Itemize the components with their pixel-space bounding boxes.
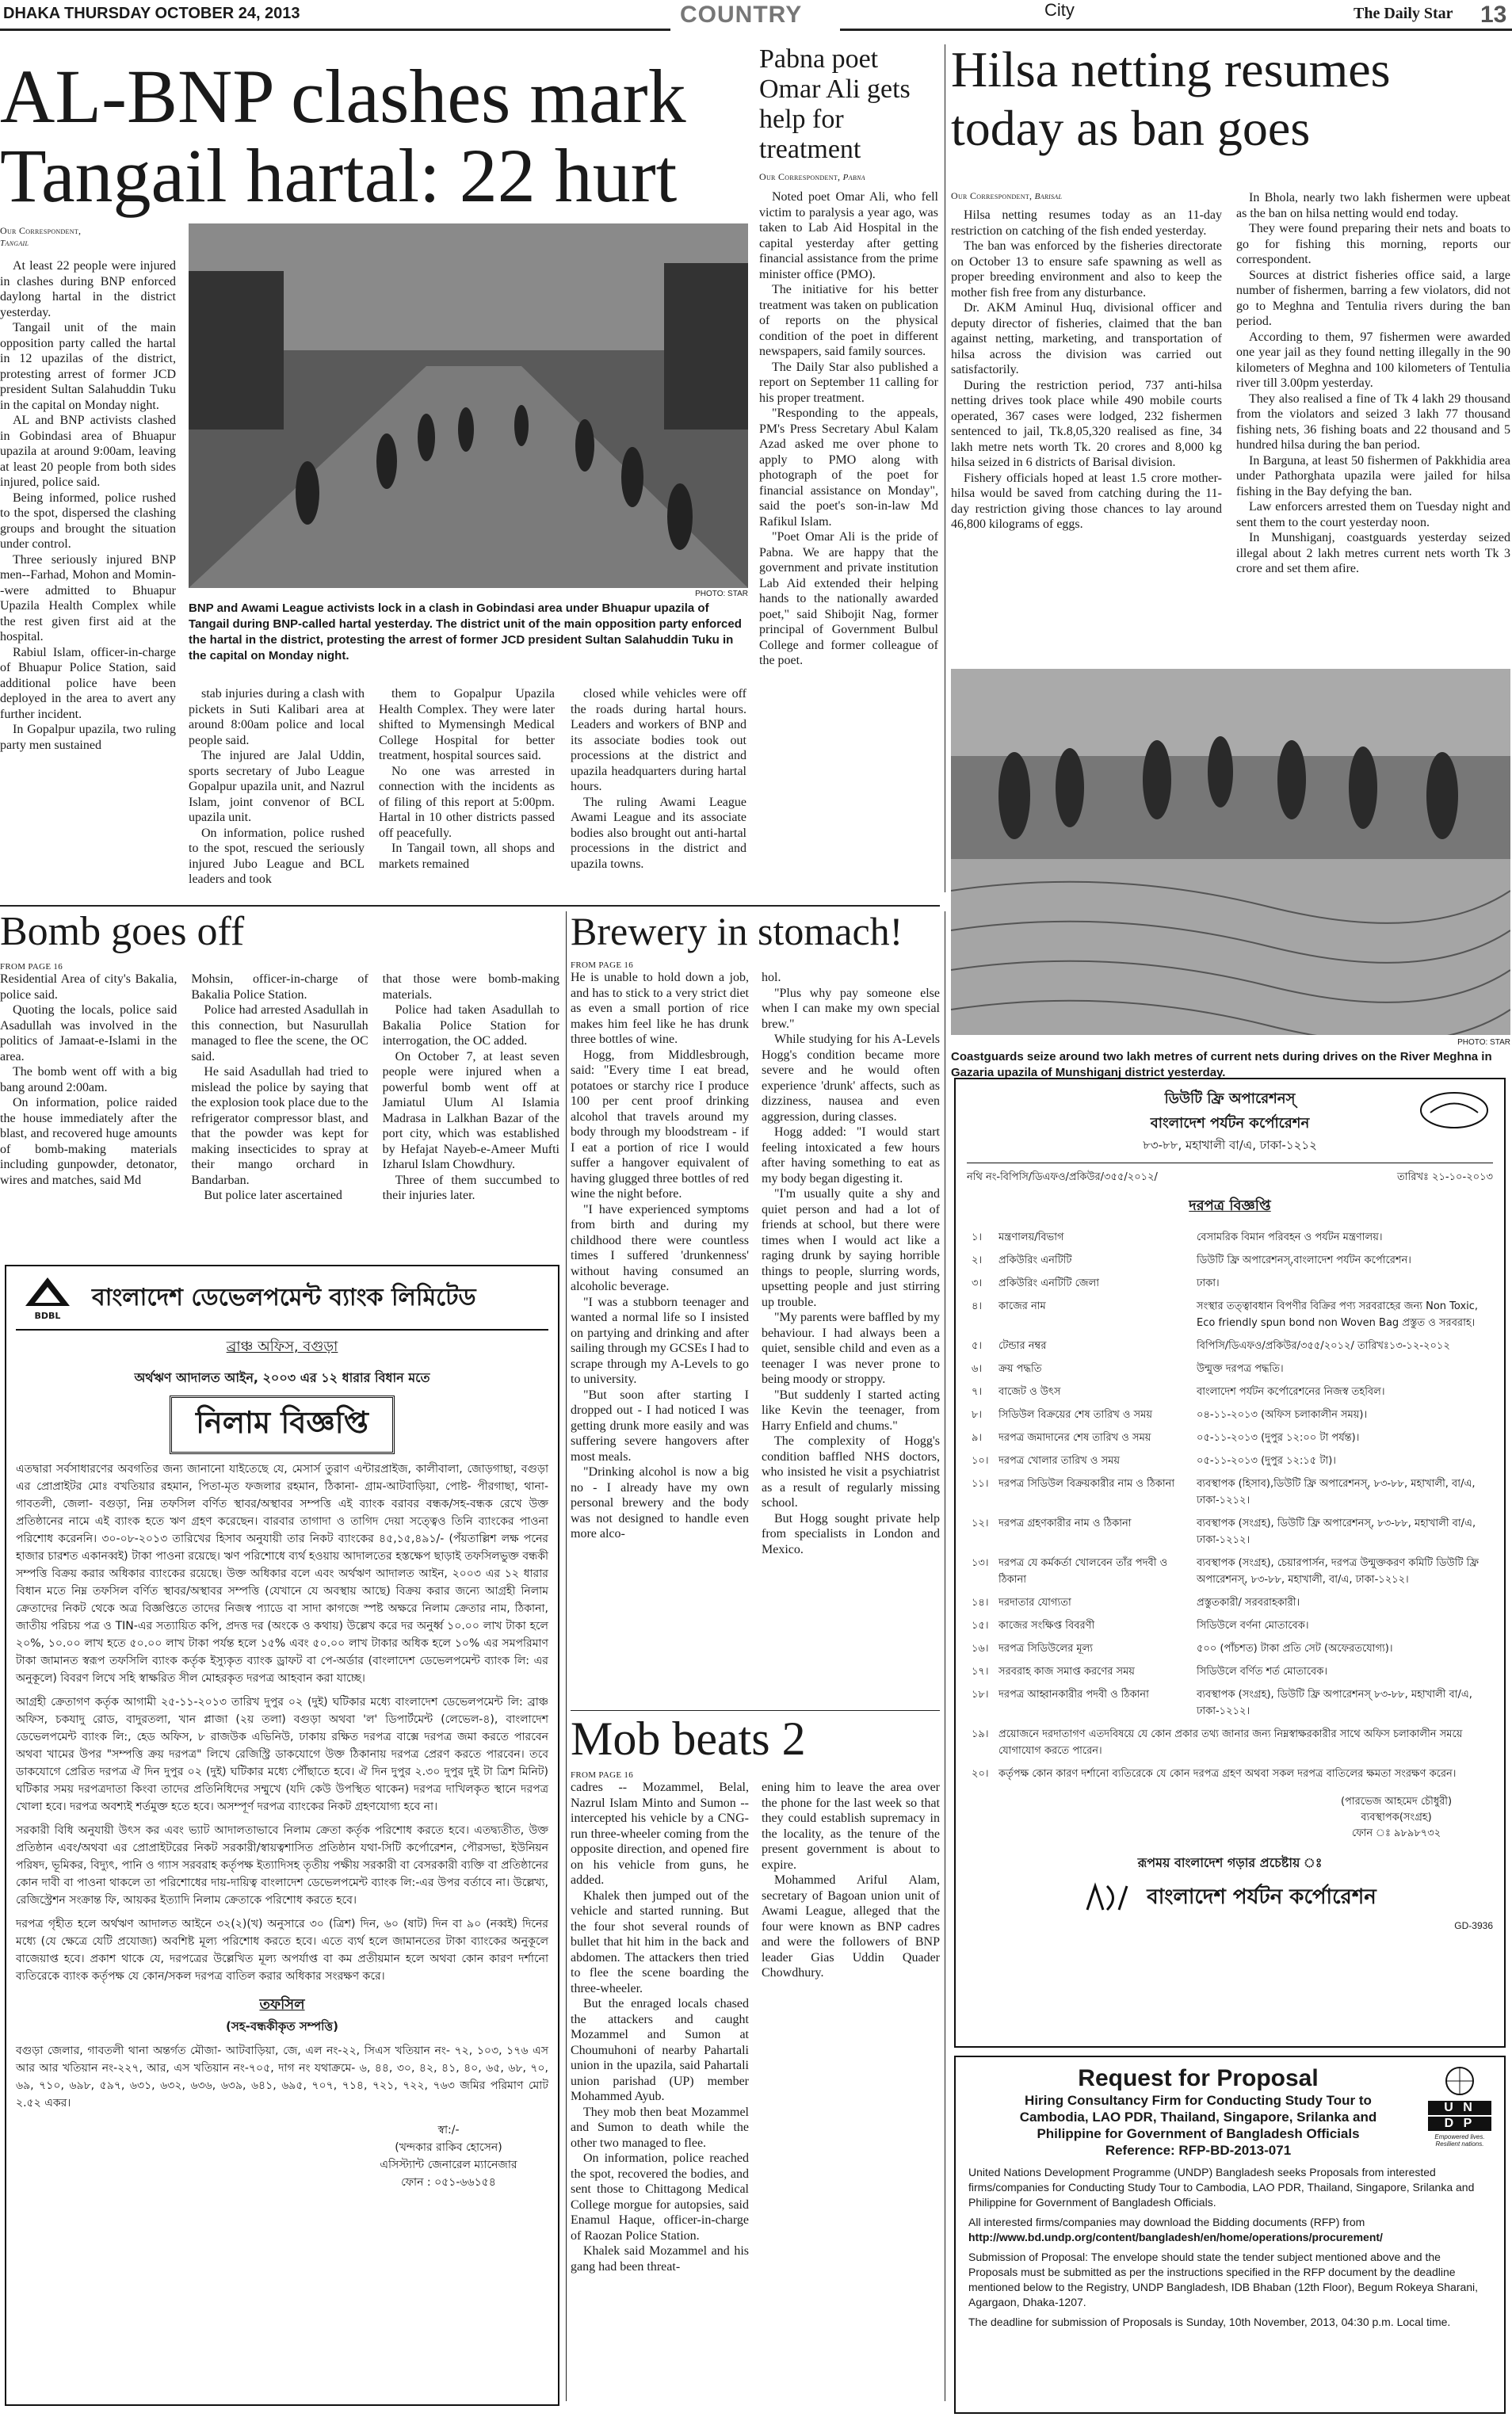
undp-logo-bottom: D P [1428,2117,1491,2131]
article-body [759,189,938,903]
row-number: ১০। [972,1455,989,1467]
para: Police had arrested Asadullah in this connection, but Nasurullah managed to flee the scene, the OC said. [191,1003,368,1063]
para: আগ্রহী ক্রেতাগণ কর্তৃক আগামী ২৫-১১-২০১৩ তারিখ দুপুর ০২ (দুই) ঘটিকার মধ্যে বাংলাদেশ ডেভেলপমেন্ট লি: ব্রাঞ্চ অফিস, চকযাদু রোড, বাদুরতলা, খান প্লাজা (২য় তলা) বগুড়া অথবা 'ল' ডিপার্টমেন্ট (লেভেল-৪), বাংলাদেশ ডেভেলপমেন্ট ব্যাংক লি:, হেড অফিস, ৮ রাজউক এভিনিউ, ঢাকায় রক্ষিত দরপত্র বাক্সে দরপত্র জমা করতে পারবেন অথবা খামের উপর "সম্পত্তি ক্রয় দরপত্র" লিখে রেজিস্ট্রি ডাকযোগে উক্ত ঠিকানায় দরপত্র প্রেরণ করতে পারবেন। তবে ডাকযোগে প্রেরিত দরপত্র ঐ দিন দুপুর ০২ (দুই) ঘটিকার মধ্যে পৌঁছাতে হবে। ঐ দিন দুপুর ২.৩০ দুপুর দুই টা ত্রিশ মিনিট) ঘটিকার সময় দরপত্রদাতা কিংবা তাদের প্রতিনিধিদের সম্মুখে (যদি কেউ উপস্থিত থাকেন) দরপত্র দাখিলকৃত স্থানে দরপত্র খোলা হবে। দরপত্র অবশ্যই শর্তমুক্ত হতে হবে। অসম্পূর্ণ দরপত্র ব্যাংকের নিকট গ্রহণযোগ্য হবে না। [16,1696,548,1813]
masthead-page-number: 13 [1480,2,1507,28]
bpc-line2: বাংলাদেশ পর্যটন কর্পোরেশন [1150,1115,1310,1132]
row-number: ১৭। [972,1666,989,1678]
from-page: FROM PAGE 16 [0,962,63,972]
para: AL and BNP activists clashed in Gobindasi area of Bhuapur upazila at around 9:00am, leaving at least 20 people from both sides injured, police said. [0,414,176,489]
row-value: ঢাকা। [1197,1277,1220,1289]
para: Noted poet Omar Ali, who fell victim to paralysis a year ago, was taken to Lab Aid Hospital in the capital yesterday after getting financial assistance from the prime minister office (PMO). [759,190,938,281]
rfp-title: Request for Proposal [1078,2065,1319,2091]
row-value: ডিউটি ফ্রি অপারেশনস্,বাংলাদেশ পর্যটন কর্পোরেশন। [1197,1254,1411,1266]
row-label: দরপত্র আহ্বানকারীর পদবী ও ঠিকানা [998,1689,1149,1701]
row-number: ৭। [972,1386,983,1398]
row-number: ৮। [972,1409,983,1421]
para: Khalek then jumped out of the vehicle and started running. But the four shot several rounds of bullet that hit him in the back and abdomen. The attackers then tried to flee the scene boarding the three-wheeler. [571,1888,749,1995]
undp-logo-top: U N [1428,2101,1491,2115]
row-number: ১৪। [972,1597,989,1609]
para: "My parents were baffled by my behaviour. I had always been a quiet, sensible child and even as a teenager I was never prone to being moody or stroppy. [762,1311,940,1386]
row-label: সিডিউল বিক্রয়ের শেষ তারিখ ও সময় [998,1409,1153,1421]
row-value: ব্যবস্থাপক (সংগ্রহ), ডিউটি ফ্রি অপারেশনস্ ৮৩-৮৮, মহাখালী বা/এ, ঢাকা-১২১২। [1197,1689,1472,1717]
para: Sources at district fisheries office said, a large number of fishermen, barring a few violators, did not go to Meghna and Tentulia rivers during the ban period. [1236,268,1510,328]
tender-row [967,1227,1493,1250]
photo-caption: Coastguards seize around two lakh metres of current nets during drives on the River Meghna in Gazaria upazila of Munshiganj district yesterday. [951,1050,1492,1079]
tender-row [967,1404,1493,1427]
columns [571,970,940,1691]
para: On October 7, at least seven people were injured when a powerful bomb went off at Jamiatul Ulum Al Islamia Madrasa in Lalkhan Bazar of the port city, which was established by Hefajat Nayeb-e-Ameer Mufti Izharul Islam Chowdhury. [382,1049,559,1171]
masthead-rule-right [840,29,1512,31]
para: They mob then beat Mozammel and Sumon to death while the other two managed to flee. [571,2105,749,2150]
row-number: ৫। [972,1340,983,1352]
para: Khalek said Mozammel and his gang had been threat- [571,2244,749,2274]
row-label: কাজের সংক্ষিপ্ত বিবরণী [998,1620,1095,1632]
tender-row [967,1427,1493,1450]
para: cadres -- Mozammel, Belal, Nazrul Islam Minto and Sumon -- intercepted his vehicle by a CNG-run three-wheeler coming from the opposite direction, and opened fire on his vehicle from guns, he added. [571,1781,749,1887]
article-brewery [571,911,940,1704]
article-col2 [1236,190,1510,666]
para: In Bhola, nearly two lakh fishermen were upbeat as the ban on hilsa netting would end today. [1236,191,1510,220]
photo-nets [951,669,1510,1035]
row-label: কর্তৃপক্ষ কোন কারণ দর্শানো ব্যতিরেকে যে কোন দরপত্র গ্রহণ অথবা সকল দরপত্র বাতিলের ক্ষমতা সংরক্ষণ করেন। [998,1768,1457,1780]
para: "Responding to the appeals, PM's Press Secretary Abul Kalam Azad asked me over phone to apply to PMO along with photograph of the poet for financial assistance on Monday", said the poet's son-in-law Md Rafikul Islam. [759,407,938,529]
article-pabna [759,44,938,900]
masthead-dateline: DHAKA THURSDAY OCTOBER 24, 2013 [3,5,300,22]
headline: Brewery in stomach! [571,909,903,953]
para: Three seriously injured BNP men--Farhad, Mohon and Momin--were admitted to Bhuapur Upazila Health Complex while the rest given first aid at the hospital. [0,552,176,643]
tender-row [967,1273,1493,1296]
tender-row [967,1638,1493,1661]
row-number: ৪। [972,1300,983,1312]
para: But the enraged locals chased the attackers and caught Mozammel and Sumon at Choumuhoni of nearby Pahartali union in the upazila, said Pahartali union parishad (UP) member Mohammed Ayub. [571,1997,749,2103]
row-label: দরপত্র গ্রহণকারীর নাম ও ঠিকানা [998,1518,1132,1529]
row-label: দরপত্র সিডিউল বিক্রয়কারীর নাম ও ঠিকানা [998,1478,1175,1490]
row-number: ১১। [972,1478,989,1490]
masthead-section: COUNTRY [680,2,803,28]
col2 [762,1780,940,2414]
row-label: প্রয়োজনে দরদাতাগণ এতদবিষয়ে যে কোন প্রকার তথ্য জানার জন্য নিম্নস্বাক্ষরকারীর সাথে অফিস চলাকালীন সময়ে যোগাযোগ করতে পারেন। [998,1728,1463,1757]
row-number: ১৯। [972,1728,989,1740]
article-hilsa [951,35,1512,1079]
rfp-sub: Hiring Consultancy Firm for Conducting Study Tour to [1025,2093,1372,2108]
bpc-line3: ৮৩-৮৮, মহাখালী বা/এ, ঢাকা-১২১২ [1143,1138,1317,1152]
bdbl-logo-text: BDBL [34,1311,61,1321]
para: "But soon after starting I dropped out - I had noticed I was getting drunk more easily and was suffering severe hangovers after most meals. [571,1388,749,1464]
para: Being informed, police rushed to the spot, dispersed the clashing groups and brought the situation under control. [0,491,176,551]
row-value: সিডিউলে বর্ণিত শর্ত মোতাবেক। [1197,1666,1328,1678]
para: দরপত্র গৃহীত হলে অর্থঋণ আদালত আইনে ৩২(২)(খ) অনুসারে ৩০ (ত্রিশ) দিন, ৬০ (ষাট) দিন বা ৯০ (নব্বই) দিনের মধ্যে (যে ক্ষেত্রে যেটি প্রযোজ্য) অবশিষ্ট মূল্য পরিশোধ করতে হবে। এতে ব্যর্থ হলে জামানতের টাকা ব্যাংকের অনুকূলে বাজেয়াপ্ত হবে। প্রকাশ থাকে যে, দরপত্রের উল্লেখিত মূল্য অপর্যাপ্ত বা কম প্রতীয়মান হলে অথবা কোন কারণ দর্শানো ব্যতিরেকে ব্যাংক কর্তৃপক্ষ যে কোন/সকল দরপত্র বাতিল করার অধিকার সংরক্ষণ করে। [16,1918,548,1983]
para: On information, police reached the spot, recovered the bodies, and sent those to Chittagong Medical College morgue for autopsies, said Enamul Haque, officer-in-charge of Raozan Police Station. [571,2152,749,2243]
para: He is unable to hold down a job, and has to stick to a very strict diet as even a small portion of rice makes him feel like he has drunk three bottles of wine. [571,971,749,1046]
para: hol. [762,971,781,984]
headline: Mob beats 2 [571,1713,806,1765]
para: Mohammed Ariful Alam, secretary of Bagoan union unit of Awami League, alleged that the four were known as BNP cadres and were the followers of BNP leader Gias Uddin Quader Chowdhury. [762,1873,940,1980]
col2 [762,970,940,1691]
byline-place: Tangail [0,239,29,248]
para: Police had taken Asadullah to Bakalia Police Station for interrogation, the OC added. [382,1003,559,1048]
col1 [0,972,177,1273]
row-number: ১৩। [972,1557,989,1569]
ad-bpc-tender [954,1078,1506,2048]
branch: ব্রাঞ্চ অফিস, বগুড়া [226,1338,338,1355]
schedule-sub: (সহ-বন্ধকীকৃত সম্পত্তি) [225,2019,339,2033]
article-col2 [189,686,365,924]
para: Rabiul Islam, officer-in-charge of Bhuapur Police Station, said additional police have been deployed in the area to avert any further incident. [0,645,176,721]
from-page: FROM PAGE 16 [571,960,633,970]
sig: ফোন : ০৫১-৬৬১৫৪ [401,2176,496,2189]
article-bomb [0,911,559,1260]
ad-undp-rfp [954,2056,1506,2414]
col1 [571,970,749,1691]
row-label: সরবরাহ কাজ সমাপ্ত করণের সময় [998,1666,1135,1678]
para: The injured are Jalal Uddin, sports secretary of Jubo League Gopalpur upazila unit, and Nazrul Islam, joint convenor of BCL upazila unit. [189,749,365,824]
article-col1 [0,258,176,940]
section-rule [0,905,940,907]
row-number: ১২। [972,1518,989,1529]
tender-row [967,1381,1493,1404]
para: Tangail unit of the main opposition party called the hartal in 12 upazilas of the district, protesting arrest of former JCD president Sultan Salahuddin Tuku in the capital on Monday night. [0,321,176,412]
section-rule [571,1710,940,1711]
signature-block [349,2121,548,2191]
byline [951,190,1062,202]
columns [0,972,559,1273]
ref-date: তারিখঃ ২১-১০-২০১৩ [1397,1171,1493,1183]
rfp-sub: Cambodia, LAO PDR, Thailand, Singapore, Srilanka and [1019,2110,1377,2125]
schedule-title: তফসিল [259,1996,305,2013]
para: The complexity of Hogg's condition baffled NHS doctors, who insisted he visit a psychiatrist as a result of regularly missing school. [762,1434,940,1510]
undp-logo [1428,2065,1491,2159]
para: closed while vehicles were off the roads during hartal hours. Leaders and workers of BNP and its associate bodies took out processions at the district and upazila headquarters during hartal hours. [571,687,746,793]
tender-row [967,1763,1493,1786]
article-col4 [571,686,746,924]
para: The ban was enforced by the fisheries directorate on October 13 to ensure safe spawning as well as proper breeding environment and also to keep the mother fish free from any disturbance. [951,239,1222,300]
act: অর্থঋণ আদালত আইন, ২০০৩ এর ১২ ধারার বিধান মতে [134,1370,430,1385]
row-value: ০৫-১১-২০১৩ (দুপুর ১২:০০ টা পর্যন্ত)। [1197,1432,1360,1444]
para: সরকারী বিধি অনুযায়ী উৎস কর এবং ভ্যাট আদালতাভাবে নিলাম ক্রেতা কর্তৃক পরিশোধ করতে হবে। এতদ্ব্যতীত, উক্ত প্রতিষ্ঠান এবং/অথবা এর প্রোপ্রাইটরের নিকট সরকারী/স্বায়ত্বশাসিত প্রতিষ্ঠান যথা-সিটি কর্পোরেশন, পৌরসভা, ইউনিয়ন পরিষদ, ভূমিকর, বিদ্যুৎ, পানি ও গ্যাস সরবরাহ কর্তৃপক্ষ ইত্যাদিসহ তৃতীয় পক্ষীয় সরকারী বা বেসরকারী ব্যক্তি বা প্রতিষ্ঠানের কোন দাবী বা পাওনা থাকলে তা পরিশোধের দায়-দায়িত্ব বাংলাদেশ ডেভেলপমেন্ট ব্যাংক লি:-এর উপর বর্তাবে না। উল্লেখ্য, রেজিস্ট্রেশন সংক্রান্ত ফি, আয়কর ইত্যাদি নিলাম ক্রেতাকে পরিশোধ করতে হবে। [16,1824,548,1907]
row-number: ১৮। [972,1689,989,1701]
byline-text: Our Correspondent, [0,225,82,236]
row-value: বাংলাদেশ পর্যটন কর্পোরেশনের নিজস্ব তহবিল। [1197,1386,1385,1398]
masthead-section-city: City [1044,0,1075,20]
masthead-rule [0,29,670,31]
tender-row [967,1684,1493,1724]
byline-place: Pabna [842,173,865,182]
para: While studying for his A-Levels Hogg's condition became more severe and he would often experience 'drunk' affects, such as dizziness, nausea and even aggression, during classes. [762,1033,940,1124]
row-label: মন্ত্রণালয়/বিভাগ [998,1231,1064,1243]
tender-row [967,1296,1493,1335]
schedule: বগুড়া জেলার, গাবতলী থানা অন্তর্গত মৌজা- আটবাড়িয়া, জে, এল নং-২২, সিএস খতিয়ান নং- ৭২, ১০৩, ১৭৬ এস আর আর খতিয়ান নং-২২৭, আর, এস খতিয়ান নং-৭০৫, দাগ নং যথাক্রমে- ৬, ৪৪, ৩০, ৪২, ৪১, ৪০, ৬৫, ৬৮, ৭০, ৬৯, ৭১০, ৬৯৮, ৫৯৭, ৬৩১, ৬৩২, ৬৩৬, ৬৩৯, ৬৪১, ৬৯৫, ৭০৭, ৭১৪, ৭২১, ৭২২, ৭৬৩ জমির পরিমাণ মোট ২.৫২ একর। [16,2045,548,2110]
para: In Munshiganj, coastguards yesterday seized illegal about 2 lakh metres current nets worth Tk 3 crore and set them afire. [1236,531,1510,575]
headline: Pabna poet Omar Ali gets help for treatment [759,44,911,164]
byline [759,171,938,183]
byline-text: Our Correspondent, [759,171,841,182]
photo-nets-image [951,669,1510,1035]
tender-row [967,1473,1493,1513]
row-label: প্রকিউরিং এনটিটি [998,1254,1072,1266]
tender-row [967,1592,1493,1615]
para: The ruling Awami League Awami League and its associate bodies also brought out anti-hartal processions in the district and upazila towns. [571,795,746,871]
para: In Gopalpur upazila, two ruling party men sustained [0,723,176,752]
photo-credit: PHOTO: STAR [1457,1038,1510,1047]
bpc-org-name: বাংলাদেশ পর্যটন কর্পোরেশন [1147,1885,1376,1909]
tender-row [967,1552,1493,1592]
para: "I'm usually quite a shy and quiet person and had a lot of friends at school, but there were times when I would act like a raging drunk by saying horrible things to people, slurring words, upsetting people and just stirring up trouble. [762,1187,940,1309]
row-value: ৫০০ (পাঁচশত) টাকা প্রতি সেট (অফেরতযোগ্য)। [1197,1643,1393,1655]
para: "I have experienced symptoms from birth and during my childhood there were countless times I suffered 'drunkenness' without having consumed an alcoholic beverage. [571,1202,749,1293]
article-col3 [379,686,555,924]
para: Fishery officials hoped at least 1.5 crore mother-hilsa would be saved from catching during the 11-day restriction giving those chances to lay around 46,800 kilograms of eggs. [951,471,1222,531]
divider [566,911,567,2401]
photo-credit: PHOTO: STAR [695,590,748,598]
row-value: ০৪-১১-২০১৩ (অফিস চলাকালীন সময়)। [1197,1409,1368,1421]
para: "Plus why pay someone else when I can make my own special brew." [762,986,940,1031]
row-value: বেসামরিক বিমান পরিবহন ও পর্যটন মন্ত্রণালয়। [1197,1231,1383,1243]
para: Quoting the locals, police said Asadullah was involved in the politics of Jamaat-e-Islami in the area. [0,1003,178,1063]
row-value: বিপিসি/ডিএফও/প্রকিউর/৩৫৫/২০১২/ তারিখঃ১৩-১২-২০১২ [1197,1340,1450,1352]
para: Hilsa netting resumes today as an 11-day restriction on catching of the fish ended yesterday. [951,208,1222,238]
row-value: সিডিউলে বর্ণনা মোতাবেক। [1197,1620,1309,1632]
tender-row [967,1661,1493,1684]
para: At least 22 people were injured in clashes during BNP enforced daylong hartal in the district yesterday. [0,259,176,319]
para: They also realised a fine of Tk 4 lakh 29 thousand from the violators and seized 3 lakh 77 thousand fishing nets, 36 fishing boats and 22 thousand and 5 hundred hilsa during the ban period. [1236,391,1510,452]
bdbl-logo-icon [24,1276,71,1308]
para: But police later ascertained [204,1189,342,1202]
bpc-slogan: রূপময় বাংলাদেশ গড়ার প্রচেষ্টায় ঃ [1137,1855,1323,1870]
byline-text: Our Correspondent, [951,190,1033,201]
article-col1 [951,208,1222,667]
byline-place: Barisal [1034,192,1063,201]
article-tangail [0,35,750,891]
row-value: প্রস্তুতকারী/ সরবরাহকারী। [1197,1597,1300,1609]
row-number: ৩। [972,1277,983,1289]
masthead-paper: The Daily Star [1354,5,1453,22]
bdbl-logo [16,1276,79,1321]
para: On information, police rushed to the spot, rescued the seriously injured Jubo League and BCL leaders and took [189,826,365,886]
headline-line2: Tangail hartal: 22 hurt [0,133,678,218]
row-label: দরপত্র সিডিউলের মূল্য [998,1643,1094,1655]
para: The Daily Star also published a report on September 11 calling for his proper treatment. [759,360,938,405]
rfp-para: United Nations Development Programme (UNDP) Bangladesh seeks Proposals from interested firms/companies for Conducting Study Tour to Cambodia, LAO PDR, Thailand, Singapore, Srilanka and Philippine for Government of Bangladesh Officials. [968,2166,1475,2209]
para: এতদ্বারা সর্বসাধারণের অবগতির জন্য জানানো যাইতেছে যে, মেসার্স তুরাণ এন্টারপ্রাইজ, কালীবালা, জোড়গাছা, বগুড়া এর প্রোপ্রাইটর মোঃ বখতিয়ার রহমান, পিতা-মৃত ফজলার রহমান, ঠিকানা- গ্রাম-আটবাড়িয়া, পোষ্ট- পীরগাছা, থানা- গাবতলী, জেলা- বগুড়া, নিম্ন তফসিল বর্ণিত স্থাবর/অস্থাবর সম্পত্তি এই ব্যাংক বরাবর বন্ধক/সহ-বন্ধক রেখে উক্ত প্রতিষ্ঠানের নামে এই ব্যাংক হতে ঋণ গ্রহণ করেছেন। বারবার তাগাদা ও তাগিদ দেয়া সত্ত্বেও তিনি ব্যাংকের পাওনা পরিশোধ করেননি। ৩০-০৮-২০১৩ তারিখের হিসাব অনুযায়ী তার নিকট ব্যাংকের ৪৫,১৫,৪৯১/- (পঁয়তাল্লিশ লক্ষ পনের হাজার চারশত একানব্বই) টাকা পাওনা রয়েছে। ঋণ পরিশোধে ব্যর্থ হওয়ায় আদালতের হস্তক্ষেপ ছাড়াই তফসিলভুক্ত বন্ধকী সম্পত্তি বিক্রয় করার অধিকার ব্যাংকের রয়েছে। উক্ত অধিকার বলে এবং অর্থঋণ আদালত আইন, ২০০৩ এর ১২ ধারার বিধান মতে নিম্ন তফসিল বর্ণিত স্থাবর/অস্থাবর সম্পত্তি (যেখানে যে অবস্থায় আছে) বিক্রয় করার জন্যে আগ্রহী নিলাম ক্রেতাদের নিকট থেকে অত্র বিজ্ঞপ্তিতে তাদের নিজস্ব প্যাডে বা সাদা কাগজে স্পষ্ট অক্ষরে নিলাম ক্রেতার নাম, ঠিকানা, জাতীয় পরিচয় পত্র ও TIN-এর সত্যায়িত কপি, প্রদত্ত দর (অংকে ও কথায়) উল্লেখ করে দর অনুর্ধ্ব ১০.০০ লাখ টাকা হলে ২০%, ১০.০০ লাখ হতে ৫০.০০ লাখ টাকা পর্যন্ত হলে ১৫% এবং ৫০.০০ লাখ টাকার অধিক হলে ১০% এর সমপরিমাণ টাকা জামানত স্বরূপ তফসিলি ব্যাংক কর্তৃক ইস্যুকৃত ব্যাংক ড্রাফট বা পে-অর্ডার (বাংলাদেশ ডেভেলপমেন্ট ব্যাংক লি: এর অনুকূলে) বিবরণ লিখে সহি স্বাক্ষরিত সীল মোহরকৃত দরপত্র আহবান করা যাচ্ছে। [16,1463,548,1685]
row-value: ব্যবস্থাপক (সংগ্রহ), ডিউটি ফ্রি অপারেশনস্, ৮৩-৮৮, মহাখালী বা/এ, ঢাকা-১২১২। [1197,1518,1476,1546]
sig: (খন্দকার রাকিব হোসেন) [395,2141,502,2154]
row-value: ০৫-১১-২০১৩ (দুপুর ১২:১৫ টা)। [1197,1455,1336,1467]
from-page: FROM PAGE 16 [571,1770,633,1780]
tender-row [967,1358,1493,1381]
bank-name: বাংলাদেশ ডেভেলপমেন্ট ব্যাংক লিমিটেড [92,1284,476,1312]
col2 [191,972,368,1273]
para: The bomb went off with a big bang around 2:00am. [0,1065,178,1094]
row-label: কাজের নাম [998,1300,1046,1312]
sig: এসিস্ট্যান্ট জেনারেল ম্যানেজার [380,2159,517,2171]
tender-row [967,1335,1493,1358]
tender-heading: দরপত্র বিজ্ঞপ্তি [1189,1197,1271,1214]
ref-number: নথি নং-বিপিসি/ডিএফও/প্রকিউর/৩৫৫/২০১২/ [967,1171,1158,1183]
rfp-sub: Philippine for Government of Bangladesh Officials [1037,2126,1360,2141]
para: "I was a stubborn teenager and wanted a normal life so I insisted on partying and drinking and after sailing through my GCSEs I had to scrape through my A-Levels to go to university. [571,1295,749,1386]
row-label: প্রকিউরিং এনটিটি জেলা [998,1277,1099,1289]
sig: (পারভেজ আহমেদ চৌধুরী) [1340,1796,1453,1808]
rfp-para: All interested firms/companies may download the Bidding documents (RFP) from [968,2216,1365,2228]
undp-tagline: Empowered lives. Resilient nations. [1434,2133,1485,2148]
rfp-ref: Reference: RFP-BD-2013-071 [1105,2143,1292,2158]
headline-line2: today as ban goes [951,100,1311,156]
ad-bdbl-auction [5,1265,559,2406]
para: "Poet Omar Ali is the pride of Pabna. We are happy that the government and private institution Lab Aid extended their helping hands to the nationally awarded poet," said Shibojit Nag, former principal of Government Bulbul College and former colleague of the poet. [759,530,938,667]
para: No one was arrested in connection with the incidents as of filing of this report at 5:00pm. Hartal in 10 other districts passed off peacefully. [379,764,555,840]
para: Dr. AKM Aminul Huq, divisional officer and deputy director of fisheries, claimed that the ban against netting, marketing, and transportation of hilsa across the division was carried out satisfactorily. [951,301,1222,376]
bpc-logo-icon [1418,1090,1490,1130]
row-number: ১৫। [972,1620,989,1632]
para: In Tangail town, all shops and markets remained [379,842,555,871]
para: that those were bomb-making materials. [382,972,559,1002]
tender-row [967,1615,1493,1638]
headline: Bomb goes off [0,909,245,954]
headline-line1: AL-BNP clashes mark [0,54,686,139]
row-number: ১৬। [972,1643,989,1655]
tender-table [967,1227,1493,1786]
tender-row [967,1450,1493,1473]
bpc-signature [1300,1794,1493,1842]
row-value: ব্যবস্থাপক (হিসাব),ডিউটি ফ্রি অপারেশনস্, ৮৩-৮৮, মহাখালী, বা/এ, ঢাকা-১২১২। [1197,1478,1476,1506]
row-value: উন্মুক্ত দরপত্র পদ্ধতি। [1197,1363,1284,1375]
row-label: বাজেট ও উৎস [998,1386,1061,1398]
headline-line1: Hilsa netting resumes [951,41,1391,97]
row-number: ৯। [972,1432,983,1444]
rfp-url-link[interactable]: http://www.bd.undp.org/content/bangladesh/en/home/operations/procurement/ [968,2231,1383,2243]
masthead [0,0,1512,32]
columns [571,1780,940,2414]
row-label: দরপত্র জমাদানের শেষ তারিখ ও সময় [998,1432,1151,1444]
photo-caption: BNP and Awami League activists lock in a clash in Gobindasi area under Bhuapur upazila of Tangail during BNP-called hartal yesterday. The district unit of the main opposition party enforced the hartal in the district, protesting the arrest of former JCD president Sultan Salahuddin Tuku in the capital on Monday night. [189,601,742,662]
col1 [571,1780,749,2414]
para: Law enforcers arrested them on Tuesday night and sent them to the court yesterday noon. [1236,500,1510,529]
row-number: ২০। [972,1768,989,1780]
row-number: ২। [972,1254,983,1266]
para: They were found preparing their nets and boats to go for fishing this morning, reports our correspondent. [1236,222,1510,266]
auction-heading: নিলাম বিজ্ঞপ্তি [170,1396,395,1454]
para: "Drinking alcohol is now a big no - I already have my own personal brewery and the body was not designed to handle even more alco- [571,1465,749,1541]
article-mob [571,1715,940,2412]
para: Hogg added: "I would start feeling intoxicated a few hours after having something to eat as my body began digesting it. [762,1125,940,1186]
para: In Barguna, at least 50 fishermen of Pakkhidia area under Pathorghata upazila were jailed for hilsa fishing in the Bay defying the ban. [1236,453,1510,498]
sig: ফোন ঃ ৯৮৯৮৭৩২ [1351,1827,1441,1839]
row-value: সংস্থার তত্ত্বাবধান বিপণীর বিক্রির পণ্য সরবরাহের জন্য Non Toxic, Eco friendly spun bond non Woven Bag প্রস্তুত ও সরবরাহ। [1197,1300,1479,1329]
row-label: টেন্ডার নম্বর [998,1340,1047,1352]
un-emblem-icon [1442,2065,1477,2097]
row-number: ৬। [972,1363,983,1375]
bpc-emblem-icon [1083,1882,1131,1914]
tender-row [967,1250,1493,1273]
para: But Hogg sought private help from specialists in London and Mexico. [762,1511,940,1556]
row-label: ক্রয় পদ্ধতি [998,1363,1042,1375]
para: Hogg, from Middlesbrough, said: "Every time I eat bread, potatoes or starchy rice I produce 100 per cent proof drinking alcohol that travels around my body through my bloodstream - if I eat a portion of rice I would suffer a hangover equivalent of having glugged three bottles of red wine the night before. [571,1048,749,1201]
para: The initiative for his better treatment was taken on publication of reports on the physical condition of the poet in different newspapers, said family sources. [759,283,938,358]
para: Mohsin, officer-in-charge of Bakalia Police Station. [191,972,368,1002]
photo-clash [189,223,748,588]
rfp-deadline: The deadline for submission of Proposals is Sunday, 10th November, 2013, 04:30 p.m. Local time. [968,2316,1451,2328]
row-value: ব্যবস্থাপক (সংগ্রহ), চেয়ারপার্সন, দরপত্র উন্মুক্তকরণ কমিটি ডিউটি ফ্রি অপারেশনস্, ৮৩-৮৮, মহাখালী, বা/এ, ঢাকা-১২১২। [1197,1557,1479,1586]
bpc-line1: ডিউটি ফ্রি অপারেশনস্ [1164,1090,1296,1107]
row-number: ১। [972,1231,983,1243]
row-label: দরপত্র যে কর্মকর্তা খোলবেন তাঁর পদবী ও ঠিকানা [998,1557,1168,1586]
row-label: দরদাতার যোগ্যতা [998,1597,1071,1609]
tender-row [967,1724,1493,1763]
para: During the restriction period, 737 anti-hilsa netting drives took place while 490 mobile courts operated, 367 cases were lodged, 232 fishermen sentenced to jail, Tk.8,05,320 realised as fine, 34 lakh metre nets worth Tk. 20 crores and 8,000 kg hilsa seized in 6 districts of Barisal division. [951,378,1222,469]
byline [0,225,81,249]
tender-row [967,1513,1493,1552]
rfp-para: Submission of Proposal: The envelope should state the tender subject mentioned above and the Proposals must be submitted as per the instructions specified in the RFP document by the deadline mentioned below to the Registry, UNDP Bangladesh, IDB Bhaban (12th Floor), Begum Rokeya Sharani, Agargaon, Dhaka-1207. [968,2251,1479,2308]
para: On information, police raided the house immediately after the blast, and recovered huge amounts of bomb-making materials including gunpowder, detonator, wires and matches, said Md [0,1096,178,1187]
sig: ব্যবস্থাপক(সংগ্রহ) [1361,1812,1432,1823]
para: According to them, 97 fishermen were awarded one year jail as they found netting illegally in the 90 kilometers of Meghna and 100 kilometers of Tentulia river till 3.00pm yesterday. [1236,330,1510,390]
para: ening him to leave the area over the phone for the last week so that they could establish supremacy in the locality, as the tenure of the present government is about to expire. [762,1781,940,1872]
row-label: দরপত্র খোলার তারিখ ও সময় [998,1455,1121,1467]
photo-clash-image [189,223,748,588]
para: Three of them succumbed to their injuries later. [382,1173,559,1202]
ad-code: GD-3936 [1454,1920,1493,1931]
col3 [383,972,559,1273]
para: "But suddenly I started acting like Kevin the teenager, from Harry Enfield and chums." [762,1388,940,1433]
para: Residential Area of city's Bakalia, police said. [0,972,178,1002]
para: stab injuries during a clash with pickets in Suti Kalibari area at around 8:00am police and local people said. [189,687,365,747]
para: He said Asadullah had tried to mislead the police by saying that the explosion took place due to the refrigerator compressor blast, and that the powder was kept for making insecticides to spray at their mango orchard in Bandarban. [191,1065,368,1187]
sig: স্বা:/- [437,2124,460,2136]
para: them to Gopalpur Upazila Health Complex. They were later shifted to Mymensingh Medical College Hospital for better treatment, hospital sources said. [379,687,555,762]
